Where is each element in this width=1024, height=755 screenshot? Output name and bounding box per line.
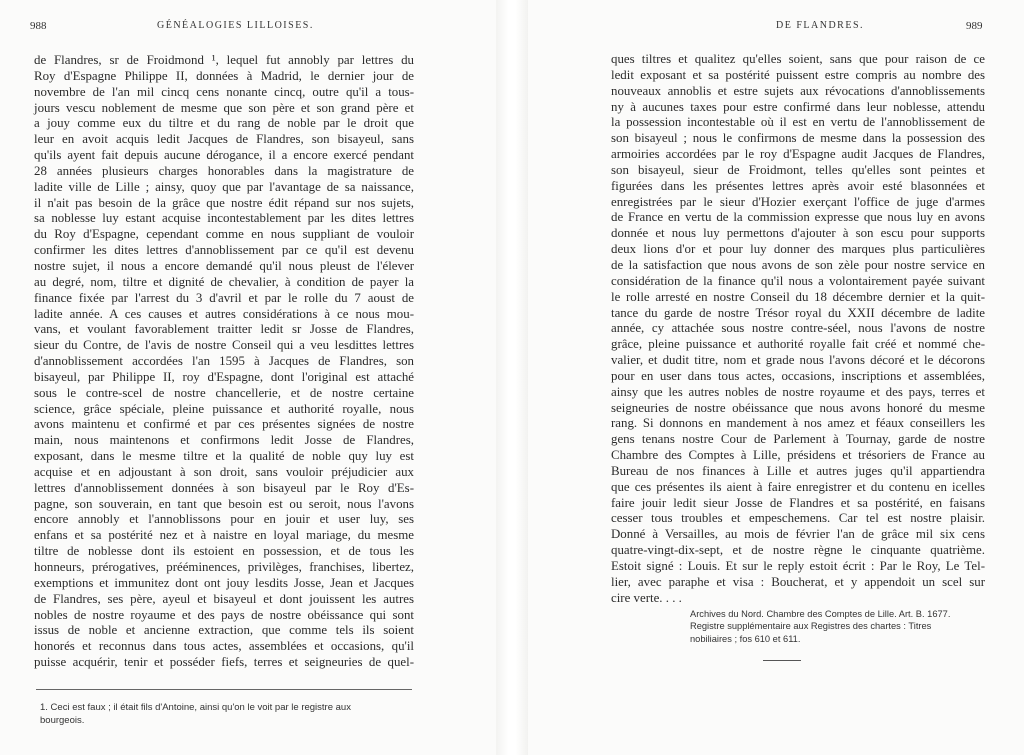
text-line: rang. Si donnons en mandement à nos amez et féaux conseillers les <box>611 416 985 431</box>
source-line: Archives du Nord. Chambre des Comptes de Lille. Art. B. 1677. <box>690 609 951 619</box>
text-line: nouveaux annoblis et estre sujets aux révocations d'annoblissements <box>611 83 985 98</box>
text-line: ny à aucunes taxes pour estre confirmé dans leur noblesse, attendu <box>611 99 985 114</box>
text-line: exposant, dans le mesme tiltre et la qualité de noble quy luy est <box>34 449 414 464</box>
text-line: ledit exposant et sa postérité puissent estre compris au nombre des <box>611 67 985 82</box>
text-line: a jouy comme eux du tiltre et du rang de noble par le droit que <box>34 116 414 131</box>
text-line: Bureau de nos finances à Lille et autres juges qu'il appartiendra <box>611 463 985 478</box>
left-running-head: GÉNÉALOGIES LILLOISES. <box>157 20 314 31</box>
text-line: enregistrées par le sieur d'Hozier exerçant l'office de juge d'armes <box>611 194 985 209</box>
text-line: enfans et sa postérité nez et à naistre en loyal mariage, du mesme <box>34 528 414 543</box>
right-body-text <box>611 52 985 607</box>
footnote-separator <box>36 689 412 690</box>
text-line: Donné à Versailles, au mois de février l'an de grâce mil six cens <box>611 527 985 542</box>
left-page-number: 988 <box>30 20 47 32</box>
text-line: seigneuries de nostre obéissance que nous avons honoré du mesme <box>611 400 985 415</box>
text-line: quatre-vingt-dix-sept, et de nostre règne le cinquante quatrième. <box>611 543 985 558</box>
book-gutter <box>496 0 528 755</box>
text-line: leur en avoit acquis ledit Jacques de Flandres, son bisayeul, sans <box>34 132 414 147</box>
text-line: il n'ait pas besoin de la grâce que nostre édit répand sur nos sujets, <box>34 195 414 210</box>
text-line: le rolle arresté en nostre Conseil du 18 décembre dernier et la quit- <box>611 289 985 304</box>
text-line: Estoit signé : Louis. Et sur le reply estoit écrit : Par le Roy, Le Tel- <box>611 559 985 573</box>
right-running-head: DE FLANDRES. <box>776 20 865 31</box>
text-line: tiltre de noblesse dont ils estoient en possession, et de tous les <box>34 544 414 559</box>
text-line: ladite ville de Lille ; ainsy, quoy que par l'avantage de sa naissance, <box>34 179 414 194</box>
text-line: d'annoblissement accordées l'an 1595 à Jacques de Flandres, son <box>34 354 414 369</box>
text-line: valier, et dudit titre, nom et grade nous l'avons décoré et le décorons <box>611 353 985 368</box>
text-line: lier, avec paraphe et visa : Boucherat, et y appendoit un scel sur <box>611 574 985 589</box>
text-line: sa noblesse luy estant acquise incontestablement par les dites lettres <box>34 211 414 226</box>
left-body-text <box>34 53 414 671</box>
text-line: deux lions d'or et pour luy donner des marques plus particulières <box>611 242 985 257</box>
text-line: pour en user dans tous actes, occasions, inscriptions et assemblées, <box>611 368 985 383</box>
text-line: de la satisfaction que nous avons de son zèle pour nostre service en <box>611 257 985 272</box>
text-line: au degré, nom, tiltre et dignité de chevalier, à condition de payer la <box>34 274 414 289</box>
text-line: avons maintenu et confirmé et par ces présentes signées de nostre <box>34 417 414 432</box>
right-page-number: 989 <box>966 20 983 32</box>
text-line: novembre de l'an mil cincq cens nonante cincq, outre qu'il a tous- <box>34 84 414 99</box>
source-line: Registre supplémentaire aux Registres des chartes : Titres <box>690 621 932 632</box>
text-line: pagne, son souverain, en tant que besoin est ou seroit, nous l'avons <box>34 496 414 511</box>
end-rule <box>763 660 801 661</box>
text-line: jours vescu noblement de mesme que son père et son grand père et <box>34 100 414 115</box>
text-line: gens tenans nostre Cour de Parlement à Tournay, garde de nostre <box>611 432 985 447</box>
text-line: considération de la finance qu'il nous a volontairement payée suivant <box>611 273 985 288</box>
source-line: nobiliaires ; fos 610 et 611. <box>690 633 801 644</box>
text-line: bisayeul, par Philippe II, roy d'Espagne, dont l'original est attaché <box>34 369 414 384</box>
text-line: figurées dans les présentes lettres après avoir esté blasonnées et <box>611 178 985 193</box>
text-line: exemptions et immunitez dont ont jouy lesdits Josse, Jean et Jacques <box>34 575 414 590</box>
text-line: finance fixée par l'arrest du 3 d'avril et par le rolle du 7 aoust de <box>34 290 414 305</box>
text-line: nostre sujet, il nous a encore demandé qu'il nous pleust de l'élever <box>34 258 414 273</box>
text-line: Chambre des Comptes à Lille, présidens et trésoriers de France au <box>611 448 985 463</box>
text-line: 28 années plusieurs charges honorables dans la magistrature de <box>34 163 414 178</box>
text-line: honneurs, prérogatives, prééminences, privilèges, franchises, libertez, <box>34 560 414 574</box>
footnote <box>40 701 416 727</box>
text-line: lettres d'annoblissement données à son bisayeul par le Roy d'Es- <box>34 480 414 495</box>
text-line: encore annobly et l'annoblissons pour en jouir et user luy, ses <box>34 512 414 527</box>
text-line: puisse acquérir, tenir et posséder fiefs, terres et seigneuries de quel- <box>34 655 414 670</box>
text-line: que ces présentes ils aient à faire enregistrer et du contenu en icelles <box>611 479 985 494</box>
text-line: donnée et nous luy permettons d'ajouter à son escu pour supports <box>611 226 985 241</box>
text-line: armoiries accordées par le roy d'Espagne audit Jacques de Flandres, <box>611 147 985 162</box>
text-line: sous le contre-scel de nostre chancellerie, et de nostre certaine <box>34 385 414 400</box>
text-line: vans, et voulant favorablement traitter ledit sr Josse de Flandres, <box>34 322 414 337</box>
text-line: son bisayeul, sieur de Froidmont, telles qu'elles sont peintes et <box>611 162 985 177</box>
source-citation <box>690 608 995 645</box>
text-line: son bisayeul ; nous le confirmons de mesme dans la possession des <box>611 131 985 146</box>
text-line: Roy d'Espagne Philippe II, données à Madrid, le dernier jour de <box>34 68 414 83</box>
text-line: de Flandres, ses père, ayeul et bisayeul et dont jouissent les autres <box>34 591 414 606</box>
text-line: cire verte. . . . <box>611 590 682 605</box>
footnote-line: bourgeois. <box>40 715 85 726</box>
footnote-line: 1. Ceci est faux ; il était fils d'Antoine, ainsi qu'on le voit par le registre aux <box>40 702 351 713</box>
text-line: main, nous maintenons et confirmons ledit Josse de Flandres, <box>34 433 414 448</box>
text-line: de France en vertu de la commission expresse que nous luy en avons <box>611 210 985 225</box>
text-line: grâce, pleine puissance et authorité royalle fait créé et nommé che- <box>611 337 985 352</box>
text-line: ainsy que les autres nobles de nostre royaume et des pays, terres et <box>611 384 985 399</box>
text-line: tance du garde de nostre Trésor royal du XXII décembre de ladite <box>611 305 985 320</box>
text-line: de Flandres, sr de Froidmond ¹, lequel fut annobly par lettres du <box>34 53 414 67</box>
text-line: confirmer les dites lettres d'annoblissement par ce qu'il est devenu <box>34 243 414 258</box>
text-line: science, grâce spéciale, pleine puissance et authorité royalle, nous <box>34 401 414 416</box>
text-line: du Roy d'Espagne, cependant comme en nous suppliant de vouloir <box>34 227 414 242</box>
text-line: la possession incontestable où il est en vertu de l'annoblissement de <box>611 115 985 130</box>
text-line: issus de noble et ancienne extraction, que comme tels ils soient <box>34 623 414 638</box>
text-line: cesser tous troubles et empeschemens. Car tel est nostre plaisir. <box>611 511 985 526</box>
text-line: ladite année. A ces causes et autres considérations à ce nous mou- <box>34 306 414 321</box>
text-line: faire jouir ledit sieur Josse de Flandres et sa postérité, en faisans <box>611 495 985 510</box>
text-line: ques tiltres et qualitez qu'elles soient, sans que pour raison de ce <box>611 52 985 66</box>
text-line: qu'ils ayent fait depuis aucune dérogance, il a encore exercé pendant <box>34 148 414 163</box>
text-line: acquise et en adjoustant à son droit, sans vouloir préjudicier aux <box>34 464 414 479</box>
text-line: honorés et reconnus dans tous actes, assemblées et occasions, qu'il <box>34 639 414 654</box>
text-line: sieur du Contre, de l'avis de nostre Conseil qui a veu lesdittes lettres <box>34 338 414 353</box>
text-line: nobles de nostre royaume et des pays de nostre obéissance qui sont <box>34 607 414 622</box>
text-line: année, cy attachée sous nostre contre-séel, nous l'avons de nostre <box>611 321 985 336</box>
